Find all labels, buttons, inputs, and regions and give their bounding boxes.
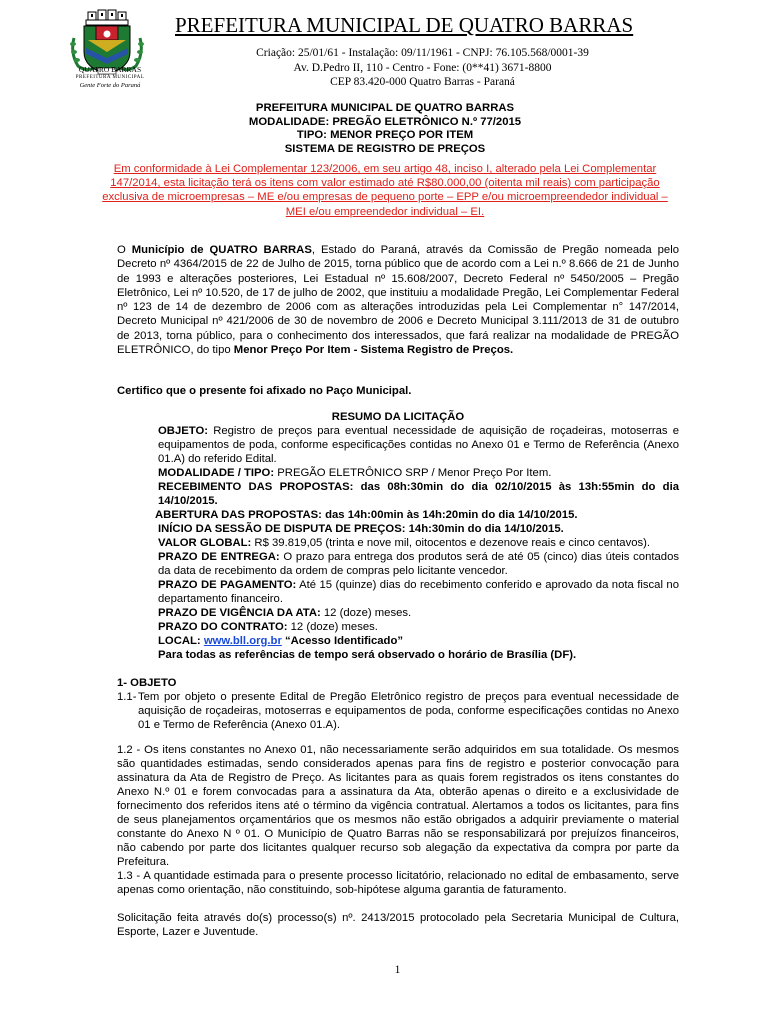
certification-line: Certifico que o presente foi afixado no Paço Municipal. [117,385,412,397]
heading-line-4: SISTEMA DE REGISTRO DE PREÇOS [284,142,486,155]
heading-line-3: TIPO: MENOR PREÇO POR ITEM [296,129,474,141]
intro-paragraph [117,243,679,357]
header-line-creation: Criação: 25/01/61 - Instalação: 09/11/1961 - CNPJ: 76.105.568/0001-39 [256,47,589,59]
heading-line-2: MODALIDADE: PREGÃO ELETRÔNICO N.º 77/2015 [248,115,522,128]
objeto-label: OBJETO: [158,425,209,437]
prazo-entrega-label: PRAZO DE ENTREGA: [158,551,280,563]
bll-link[interactable]: www.bll.org.br [203,635,282,647]
crest-caption-motto: Gente Forte do Paraná [79,82,141,89]
prazo-entrega-text: O prazo para entrega dos produtos será de até 05 (cinco) dias úteis contados da data de recebimento da ordem de compras pelo licitante vencedor. [158,551,679,577]
summary-recebimento: RECEBIMENTO DAS PROPOSTAS: das 08h:30min do dia 02/10/2015 às 13h:55min do dia 14/10/2015. [158,481,679,507]
clause-1-2: 1.2 - Os itens constantes no Anexo 01, não necessariamente serão adquiridos em sua totalidade. Os mesmos são quantidades estimadas, sendo considerados apenas para fins de registro e posterior convocação para assinatura da Ata de Registro de Preço. As licitantes para as quais forem registrados os itens constantes do Anexo N.º 01 e forem convocadas para a assinatura da Ata, obterão apenas o direito e a exclusividade de fornecimento dos referidos itens até o término da vigência contratual. Alertamos a todos os licitantes, para fins de seus planejamentos orçamentários que os mesmos não estão obrigados a adquirir previamente o material constante do Anexo N º 01. O Município de Quatro Barras não se responsabilizará por prejuízos financeiros, não cabendo por parte dos licitantes qualquer recurso sob alegação da expectativa da compra por parte da Prefeitura. [117,744,679,868]
crest-caption-name: QUATRO BARRAS [78,65,142,74]
valor-label: VALOR GLOBAL: [158,537,252,549]
summary-local [158,634,679,648]
prazo-pagamento-label: PRAZO DE PAGAMENTO: [158,579,297,591]
page-title: PREFEITURA MUNICIPAL DE QUATRO BARRAS [175,13,634,37]
vigencia-text: 12 (doze) meses. [320,607,412,619]
page-number: 1 [394,964,401,976]
valor-text: R$ 39.819,05 (trinta e nove mil, oitocentos e dezenove reais e cinco centavos). [251,537,651,549]
modalidade-text: PREGÃO ELETRÔNICO SRP / Menor Preço Por Item. [274,467,552,479]
summary-block [155,424,679,662]
header-info [175,46,670,90]
intro-type: Menor Preço Por Item - Sistema Registro de Preços. [233,344,514,357]
local-text: “Acesso Identificado” [281,635,403,647]
section-objeto [117,676,679,939]
prazo-pagamento-text: Até 15 (quinze) dias do recebimento conferido e aprovado da nota fiscal no departamento financeiro. [158,579,679,605]
summary-title: RESUMO DA LICITAÇÃO [331,411,465,423]
summary-prazo-pagamento [158,578,679,606]
clause-1-3: 1.3 - A quantidade estimada para o presente processo licitatório, relacionado no edital de embasamento, serve apenas como orientação, não constituindo, sob-hipótese alguma garantia de faturamento. [117,870,679,896]
vigencia-label: PRAZO DE VIGÊNCIA DA ATA: [158,607,321,619]
intro-text-1: O [117,244,132,256]
request-note: Solicitação feita através do(s) processo(s) nº. 2413/2015 protocolado pela Secretaria Municipal de Cultura, Esporte, Lazer e Juventude. [117,912,679,938]
summary-contrato [158,620,679,634]
clause-1-1-text: Tem por objeto o presente Edital de Pregão Eletrônico registro de preços para eventual necessidade de aquisição de roçadeiras, motoserras e equipamentos de poda, conforme especificações contidas no Anexo 01 e Termo de Referência (Anexo 01.A). [138,691,679,731]
summary-modalidade [158,466,679,480]
modalidade-label: MODALIDADE / TIPO: [158,467,275,479]
contrato-text: 12 (doze) meses. [287,621,378,633]
clause-1-1 [117,690,679,732]
clause-1-1-number: 1.1- [117,691,137,703]
header-line-address: Av. D.Pedro II, 110 - Centro - Fone: (0**41) 3671-8800 [293,61,552,74]
section-1-title: 1- OBJETO [117,677,177,689]
summary-prazo-entrega [158,550,679,578]
summary-vigencia [158,606,679,620]
heading-line-1: PREFEITURA MUNICIPAL DE QUATRO BARRAS [255,102,515,114]
crest-caption [64,66,156,90]
contrato-label: PRAZO DO CONTRATO: [158,621,288,633]
crest-caption-sub: PREFEITURA MUNICIPAL [75,75,145,80]
local-label: LOCAL: [158,635,204,647]
document-heading [100,102,670,156]
exclusive-participation-notice: Em conformidade à Lei Complementar 123/2006, em seu artigo 48, inciso I, alterado pela Lei Complementar 147/2014, esta licitação terá os itens com valor estimado até R$80.000,00 (oitenta mil reais) com participação exclusiva de microempresas – ME e/ou empresas de pequeno porte – EPP e/ou microempreendedor individual – MEI e/ou empreendedor individual – EI. [102,163,668,218]
summary-inicio: INÍCIO DA SESSÃO DE DISPUTA DE PREÇOS: 14h:30min do dia 14/10/2015. [158,523,564,535]
header-line-cep: CEP 83.420-000 Quatro Barras - Paraná [330,76,515,88]
summary-time-reference: Para todas as referências de tempo será observado o horário de Brasília (DF). [158,649,577,661]
intro-text-2: , Estado do Paraná, através da Comissão de Pregão nomeada pelo Decreto nº 4364/2015 de 22 de Julho de 2015, torna público que de acordo com a Lei n.º 8.666 de 21 de Junho de 1993 e alterações posteriores, Lei Estadual nº 15.608/2007, Decreto Federal nº 5450/2005 – Pregão Eletrônico, Lei nº 10.520, de 17 de julho de 2002, que instituiu a modalidade Pregão, Lei Complementar Federal nº 123 de 14 de dezembro de 2006 com as alterações introduzidas pela Lei Complementar n° 147/2014, Decreto Municipal nº 421/2006 de 30 de novembro de 2006 e Decreto Municipal 3.111/2013 de 31 de outubro de 2013, torna público, para o conhecimento dos interessados, que fará realizar na modalidade de PREGÃO ELETRÔNICO, do tipo [117,244,680,357]
intro-municipality: Município de QUATRO BARRAS [131,244,312,256]
objeto-text: Registro de preços para eventual necessidade de aquisição de roçadeiras, motoserras e equipamentos de poda, conforme especificações contidas no Anexo 01 e Termo de Referência (Anexo 01.A) do referido Edital. [158,425,679,465]
summary-objeto [158,424,679,466]
summary-valor [158,536,679,550]
summary-abertura: ABERTURA DAS PROPOSTAS: das 14h:00min às 14h:20min do dia 14/10/2015. [155,509,578,521]
